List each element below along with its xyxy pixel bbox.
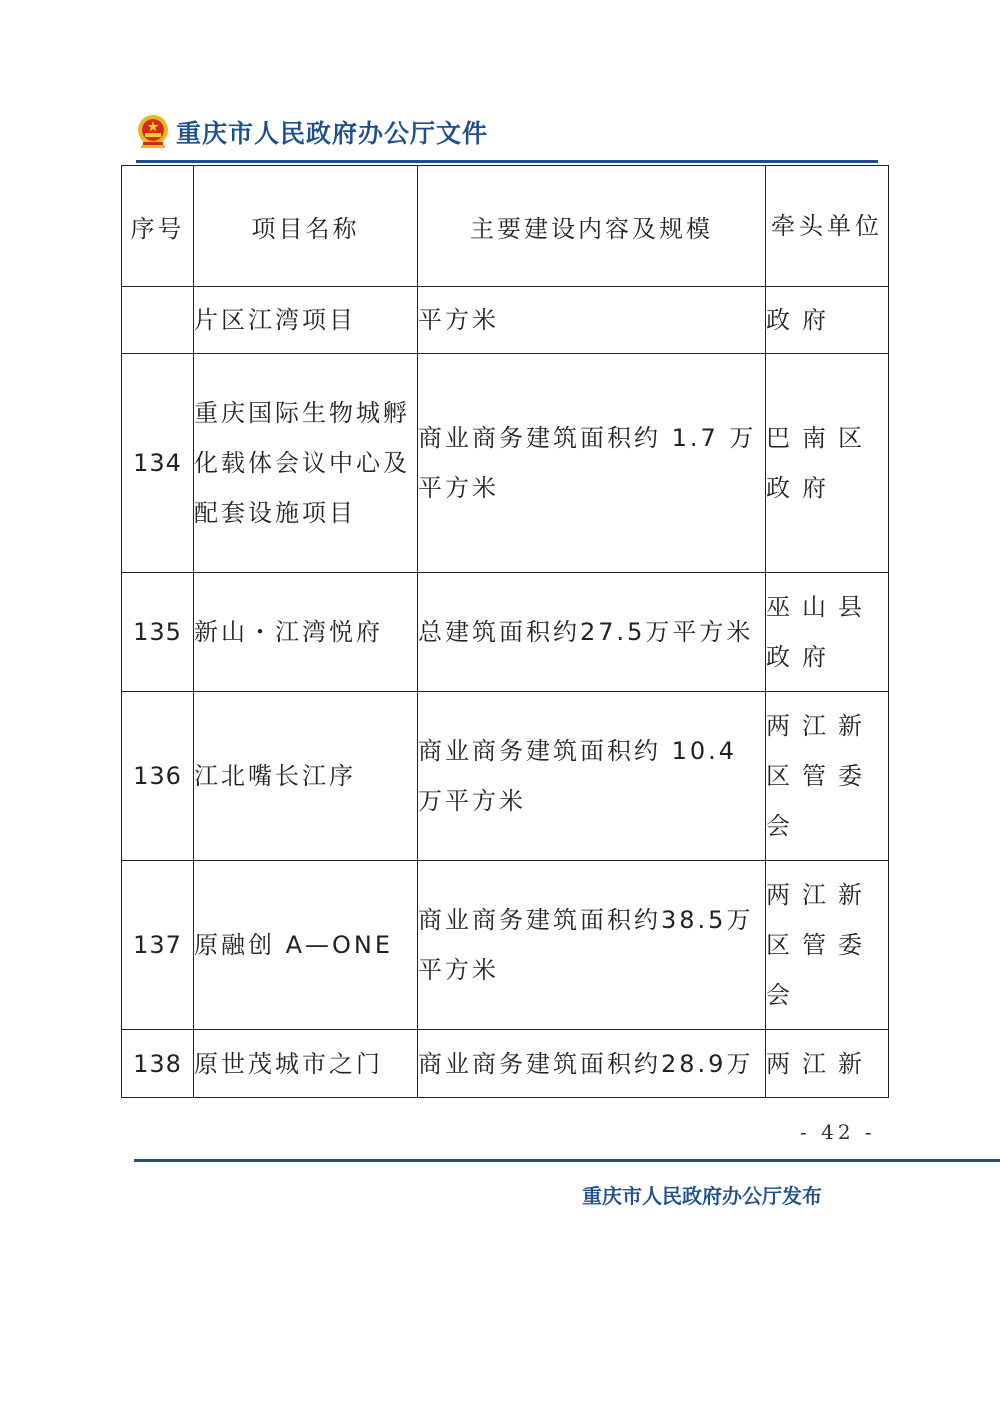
row-content: 平方米 — [418, 287, 766, 354]
header-name: 项目名称 — [194, 166, 418, 287]
table-row — [122, 354, 889, 573]
table-row — [122, 573, 889, 692]
row-lead: 两江新区管委会 — [766, 692, 889, 861]
row-content: 商业商务建筑面积约28.9万 — [418, 1030, 766, 1098]
table-row — [122, 1030, 889, 1098]
row-lead: 两江新区管委会 — [766, 861, 889, 1030]
table-header-row — [122, 166, 889, 287]
page-number: - 42 - — [800, 1120, 876, 1144]
row-lead: 政府 — [766, 287, 889, 354]
row-lead: 巫山县政府 — [766, 573, 889, 692]
row-lead: 巴南区政府 — [766, 354, 889, 573]
table-row — [122, 287, 889, 354]
row-content: 商业商务建筑面积约 1.7 万平方米 — [418, 354, 766, 573]
row-lead: 两江新 — [766, 1030, 889, 1098]
row-index — [122, 287, 194, 354]
row-content: 商业商务建筑面积约 10.4 万平方米 — [418, 692, 766, 861]
row-index: 134 — [122, 354, 194, 573]
header-index: 序号 — [122, 166, 194, 287]
row-index: 135 — [122, 573, 194, 692]
footer-publisher: 重庆市人民政府办公厅发布 — [582, 1184, 822, 1208]
project-table — [121, 165, 889, 1098]
row-name: 重庆国际生物城孵化载体会议中心及配套设施项目 — [194, 354, 418, 573]
row-index: 136 — [122, 692, 194, 861]
footer-divider — [134, 1159, 1000, 1162]
row-content: 商业商务建筑面积约38.5万平方米 — [418, 861, 766, 1030]
row-name: 原融创 A—ONE — [194, 861, 418, 1030]
national-emblem-icon — [136, 114, 170, 150]
document-header — [136, 112, 488, 152]
row-index: 137 — [122, 861, 194, 1030]
header-title: 重庆市人民政府办公厅文件 — [176, 119, 489, 148]
table-row — [122, 692, 889, 861]
row-index: 138 — [122, 1030, 194, 1098]
row-name: 原世茂城市之门 — [194, 1030, 418, 1098]
header-divider — [136, 160, 878, 163]
row-name: 新山・江湾悦府 — [194, 573, 418, 692]
header-content: 主要建设内容及规模 — [418, 166, 766, 287]
row-content: 总建筑面积约27.5万平方米 — [418, 573, 766, 692]
table-row — [122, 861, 889, 1030]
header-lead: 牵头单位 — [766, 166, 889, 287]
row-name: 片区江湾项目 — [194, 287, 418, 354]
row-name: 江北嘴长江序 — [194, 692, 418, 861]
